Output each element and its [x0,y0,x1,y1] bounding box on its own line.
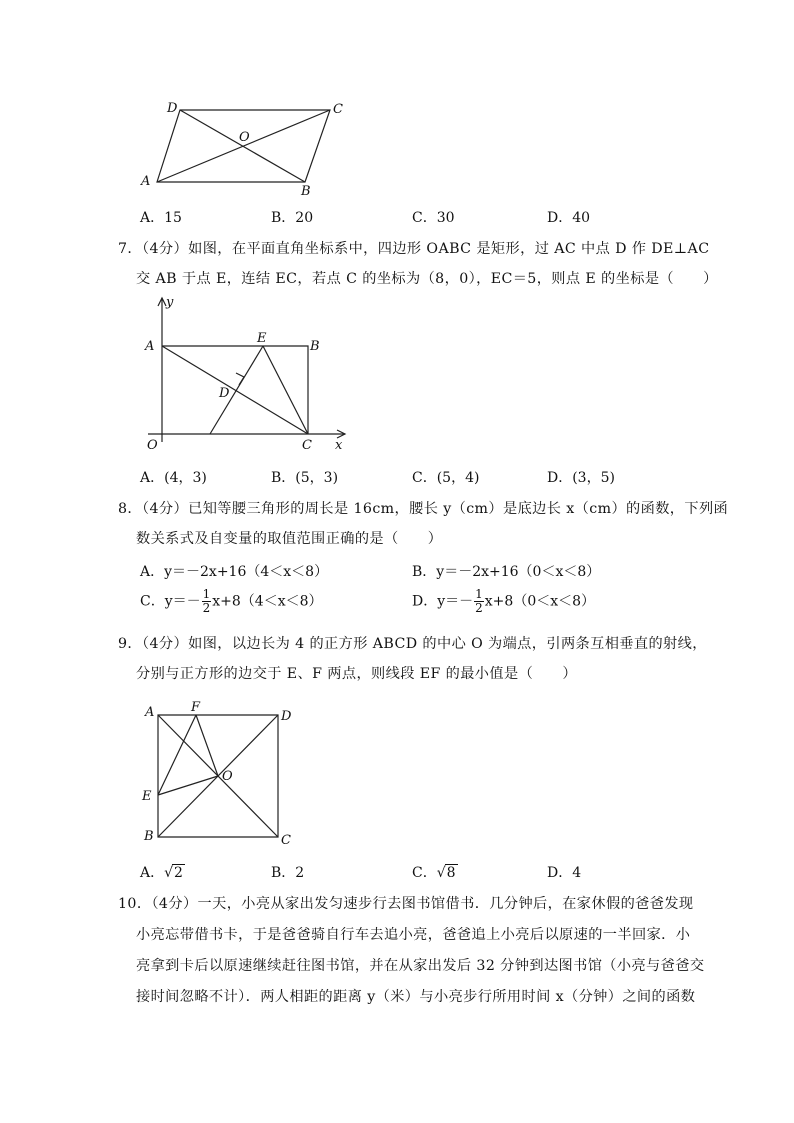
label-x: x [335,438,343,453]
fraction-numerator: 1 [202,587,211,601]
q8-option-b: B．y＝－2x+16（0＜x＜8） [412,564,601,580]
sqrt-radicand: 2 [174,865,183,881]
label-E: E [142,789,152,804]
q7-option-b: B．(5，3) [271,470,339,486]
label-A: A [141,174,151,189]
q8-option-d [412,588,595,615]
label-B: B [144,829,154,844]
fraction-one-half [202,588,212,615]
fraction-denominator: 2 [202,601,211,615]
sqrt-sign: √ [436,865,446,881]
label-D: D [219,386,230,401]
q9-option-a [140,862,185,882]
sqrt-radicand: 8 [446,865,456,881]
q6-parallelogram-figure [135,95,355,200]
label-E: E [257,331,267,346]
fraction-numerator: 1 [475,587,483,601]
diagonal-bd [180,110,305,182]
q8-option-c-prefix: C．y＝－ [140,593,201,610]
label-B: B [301,184,311,199]
q6-option-b: B．20 [271,210,314,226]
q9-stem-line1: 9．（4分）如图，以边长为 4 的正方形 ABCD 的中心 O 为端点，引两条互相垂直的射线， [118,636,707,652]
sqrt-sign: √ [164,865,174,881]
label-C: C [302,438,312,453]
q6-option-d: D．40 [547,210,591,226]
q10-stem-line1: 10．（4分）一天，小亮从家出发匀速步行去图书馆借书．几分钟后，在家休假的爸爸发现 [118,896,694,912]
q6-option-a: A．15 [140,210,182,226]
q7-stem-line2: 交 AB 于点 E，连结 EC，若点 C 的坐标为（8，0），EC＝5，则点 E 的坐标是（ ） [136,271,718,287]
q10-stem-line3: 亮拿到卡后以原速继续赶往图书馆，并在从家出发后 32 分钟到达图书馆（小亮与爸爸交 [136,958,705,974]
q9-option-c-prefix: C． [412,865,437,881]
q6-option-c: C．30 [412,210,455,226]
label-O: O [239,130,250,145]
right-angle-mark [236,373,244,385]
fraction-one-half [474,588,484,615]
q8-option-c [140,588,323,615]
q7-coordinate-figure [140,292,360,457]
label-y: y [166,295,174,310]
label-C: C [333,102,343,117]
q9-stem-line2: 分别与正方形的边交于 E、F 两点，则线段 EF 的最小值是（ ） [136,666,577,682]
q9-option-c [412,862,458,882]
q10-stem-line2: 小亮忘带借书卡，于是爸爸骑自行车去追小亮，爸爸追上小亮后以原速的一半回家．小 [136,927,691,943]
q9-square-figure [138,697,308,849]
q9-option-b: B．2 [271,865,305,881]
q8-stem-line1: 8．（4分）已知等腰三角形的周长是 16cm，腰长 y（cm）是底边长 x（cm）的函数，下列函 [118,501,729,517]
q7-option-d: D．(3，5) [547,470,615,486]
q9-option-d: D．4 [547,865,582,881]
label-F: F [191,700,201,715]
label-O: O [147,438,158,453]
label-C: C [281,833,291,848]
q7-option-a: A．(4，3) [140,470,207,486]
q10-stem-line4: 接时间忽略不计）．两人相距的距离 y（米）与小亮步行所用时间 x（分钟）之间的函数 [136,989,696,1005]
label-D: D [281,709,292,724]
q8-option-d-suffix: x+8（0＜x＜8） [484,593,596,610]
q9-option-a-prefix: A． [140,865,165,881]
fraction-denominator: 2 [475,601,483,615]
label-A: A [145,705,155,720]
segment-ef [158,715,196,795]
segment-of [196,715,218,776]
label-D: D [167,101,178,116]
label-B: B [310,339,320,354]
q8-stem-line2: 数关系式及自变量的取值范围正确的是（ ） [136,531,443,547]
label-A: A [145,339,155,354]
q7-stem-line1: 7．（4分）如图，在平面直角坐标系中，四边形 OABC 是矩形，过 AC 中点 D 作 DE⊥AC [118,241,710,257]
q8-option-d-prefix: D．y＝－ [412,593,474,610]
q7-option-c: C．(5，4) [412,470,480,486]
segment-de [210,346,263,434]
q8-option-c-suffix: x+8（4＜x＜8） [212,593,323,610]
q8-option-a: A．y＝－2x+16（4＜x＜8） [140,564,329,580]
label-O: O [222,769,233,784]
